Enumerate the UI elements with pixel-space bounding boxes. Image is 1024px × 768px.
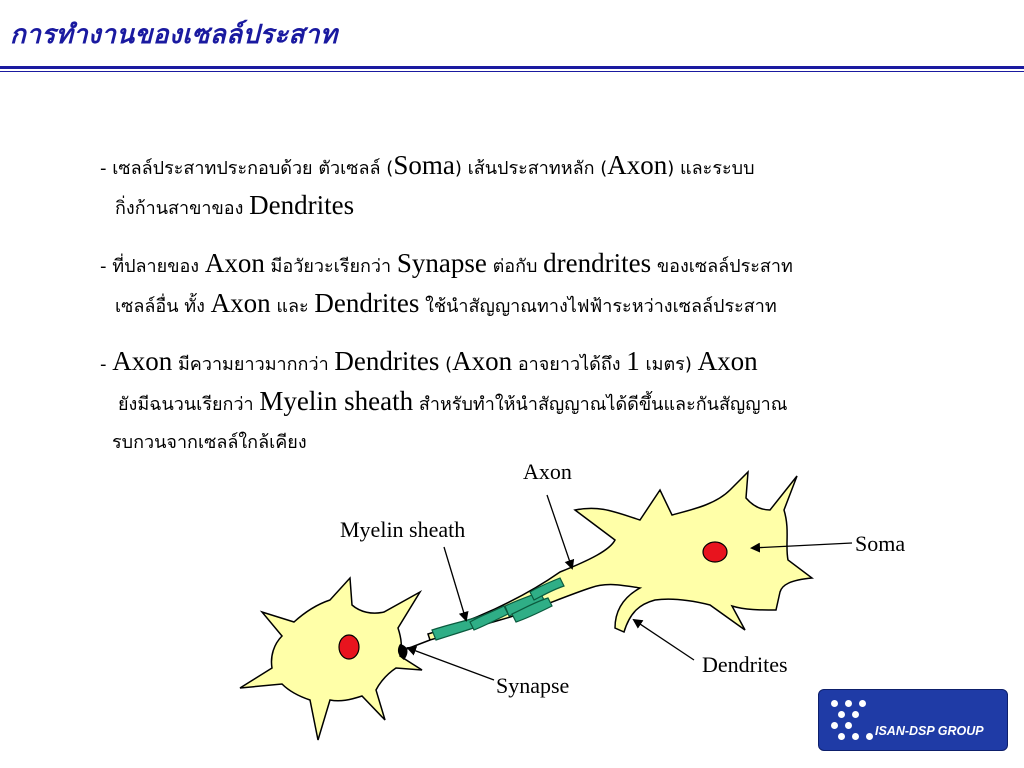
logo-text: ISAN-DSP GROUP <box>875 724 984 738</box>
bullet-3-line-2 <box>118 386 787 420</box>
english-term: Axon <box>204 248 265 278</box>
english-term: Axon <box>697 346 758 376</box>
english-term: Myelin sheath <box>259 386 414 416</box>
english-term: 1 <box>626 346 640 376</box>
thai-text: กิ่งก้านสาขาของ <box>115 198 250 219</box>
bullet-1-line-2 <box>115 190 354 224</box>
thai-text: ) และระบบ <box>667 158 755 179</box>
english-term: Axon <box>112 346 173 376</box>
thai-text: ใช้นำสัญญาณทางไฟฟ้าระหว่างเซลล์ประสาท <box>419 296 777 317</box>
left-neuron-body <box>240 578 422 740</box>
english-term: Synapse <box>396 248 487 278</box>
thai-text: ของเซลล์ประสาท <box>651 256 793 277</box>
logo-dots-icon <box>831 700 867 740</box>
english-term: Dendrites <box>334 346 440 376</box>
thai-text: ( <box>439 354 453 375</box>
myelin-sheath <box>432 578 564 640</box>
thai-text: มีอวัยวะเรียกว่า <box>264 256 397 277</box>
thai-text: สำหรับทำให้นำสัญญาณได้ดีขึ้นและกันสัญญาณ <box>413 394 788 415</box>
thai-text: และ <box>270 296 315 317</box>
thai-text: - <box>100 354 113 375</box>
english-term: Dendrites <box>314 288 420 318</box>
english-term: Axon <box>452 346 513 376</box>
thai-text: ) เส้นประสาทหลัก ( <box>454 158 608 179</box>
thai-text: ยังมีฉนวนเรียกว่า <box>118 394 260 415</box>
thai-text: เมตร) <box>639 354 698 375</box>
english-term: Axon <box>607 150 668 180</box>
label-dendrites: Dendrites <box>702 652 788 677</box>
english-term: Axon <box>210 288 271 318</box>
bullet-2-line-2 <box>115 288 777 322</box>
thai-text: มีความยาวมากกว่า <box>172 354 335 375</box>
label-soma: Soma <box>855 531 906 556</box>
slide-title: การทำงานของเซลล์ประสาท <box>10 20 338 50</box>
thai-text: ต่อกับ <box>486 256 544 277</box>
bullet-2-line-1 <box>100 248 793 282</box>
synapse-arrow <box>408 648 494 680</box>
thai-text: อาจยาวได้ถึง <box>512 354 627 375</box>
myelin-arrow <box>444 547 466 620</box>
thai-text: - เซลล์ประสาทประกอบด้วย ตัวเซลล์ ( <box>100 158 394 179</box>
isan-dsp-logo <box>818 689 1008 751</box>
english-term: drendrites <box>543 248 652 278</box>
bullet-1-line-1 <box>100 150 755 184</box>
thai-text: เซลล์อื่น ทั้ง <box>115 296 211 317</box>
english-term: Dendrites <box>249 190 355 220</box>
soma-nucleus <box>703 542 727 562</box>
label-axon: Axon <box>523 459 572 484</box>
thai-text: - ที่ปลายของ <box>100 256 205 277</box>
thai-text: รบกวนจากเซลล์ใกล้เคียง <box>112 432 307 453</box>
dendrites-arrow <box>634 620 694 660</box>
english-term: Soma <box>393 150 455 180</box>
axon-arrow <box>547 495 572 568</box>
bullet-3-line-1 <box>100 346 758 380</box>
label-synapse: Synapse <box>496 673 570 698</box>
label-myelin-sheath: Myelin sheath <box>340 517 466 542</box>
left-cell-nucleus <box>339 635 359 659</box>
